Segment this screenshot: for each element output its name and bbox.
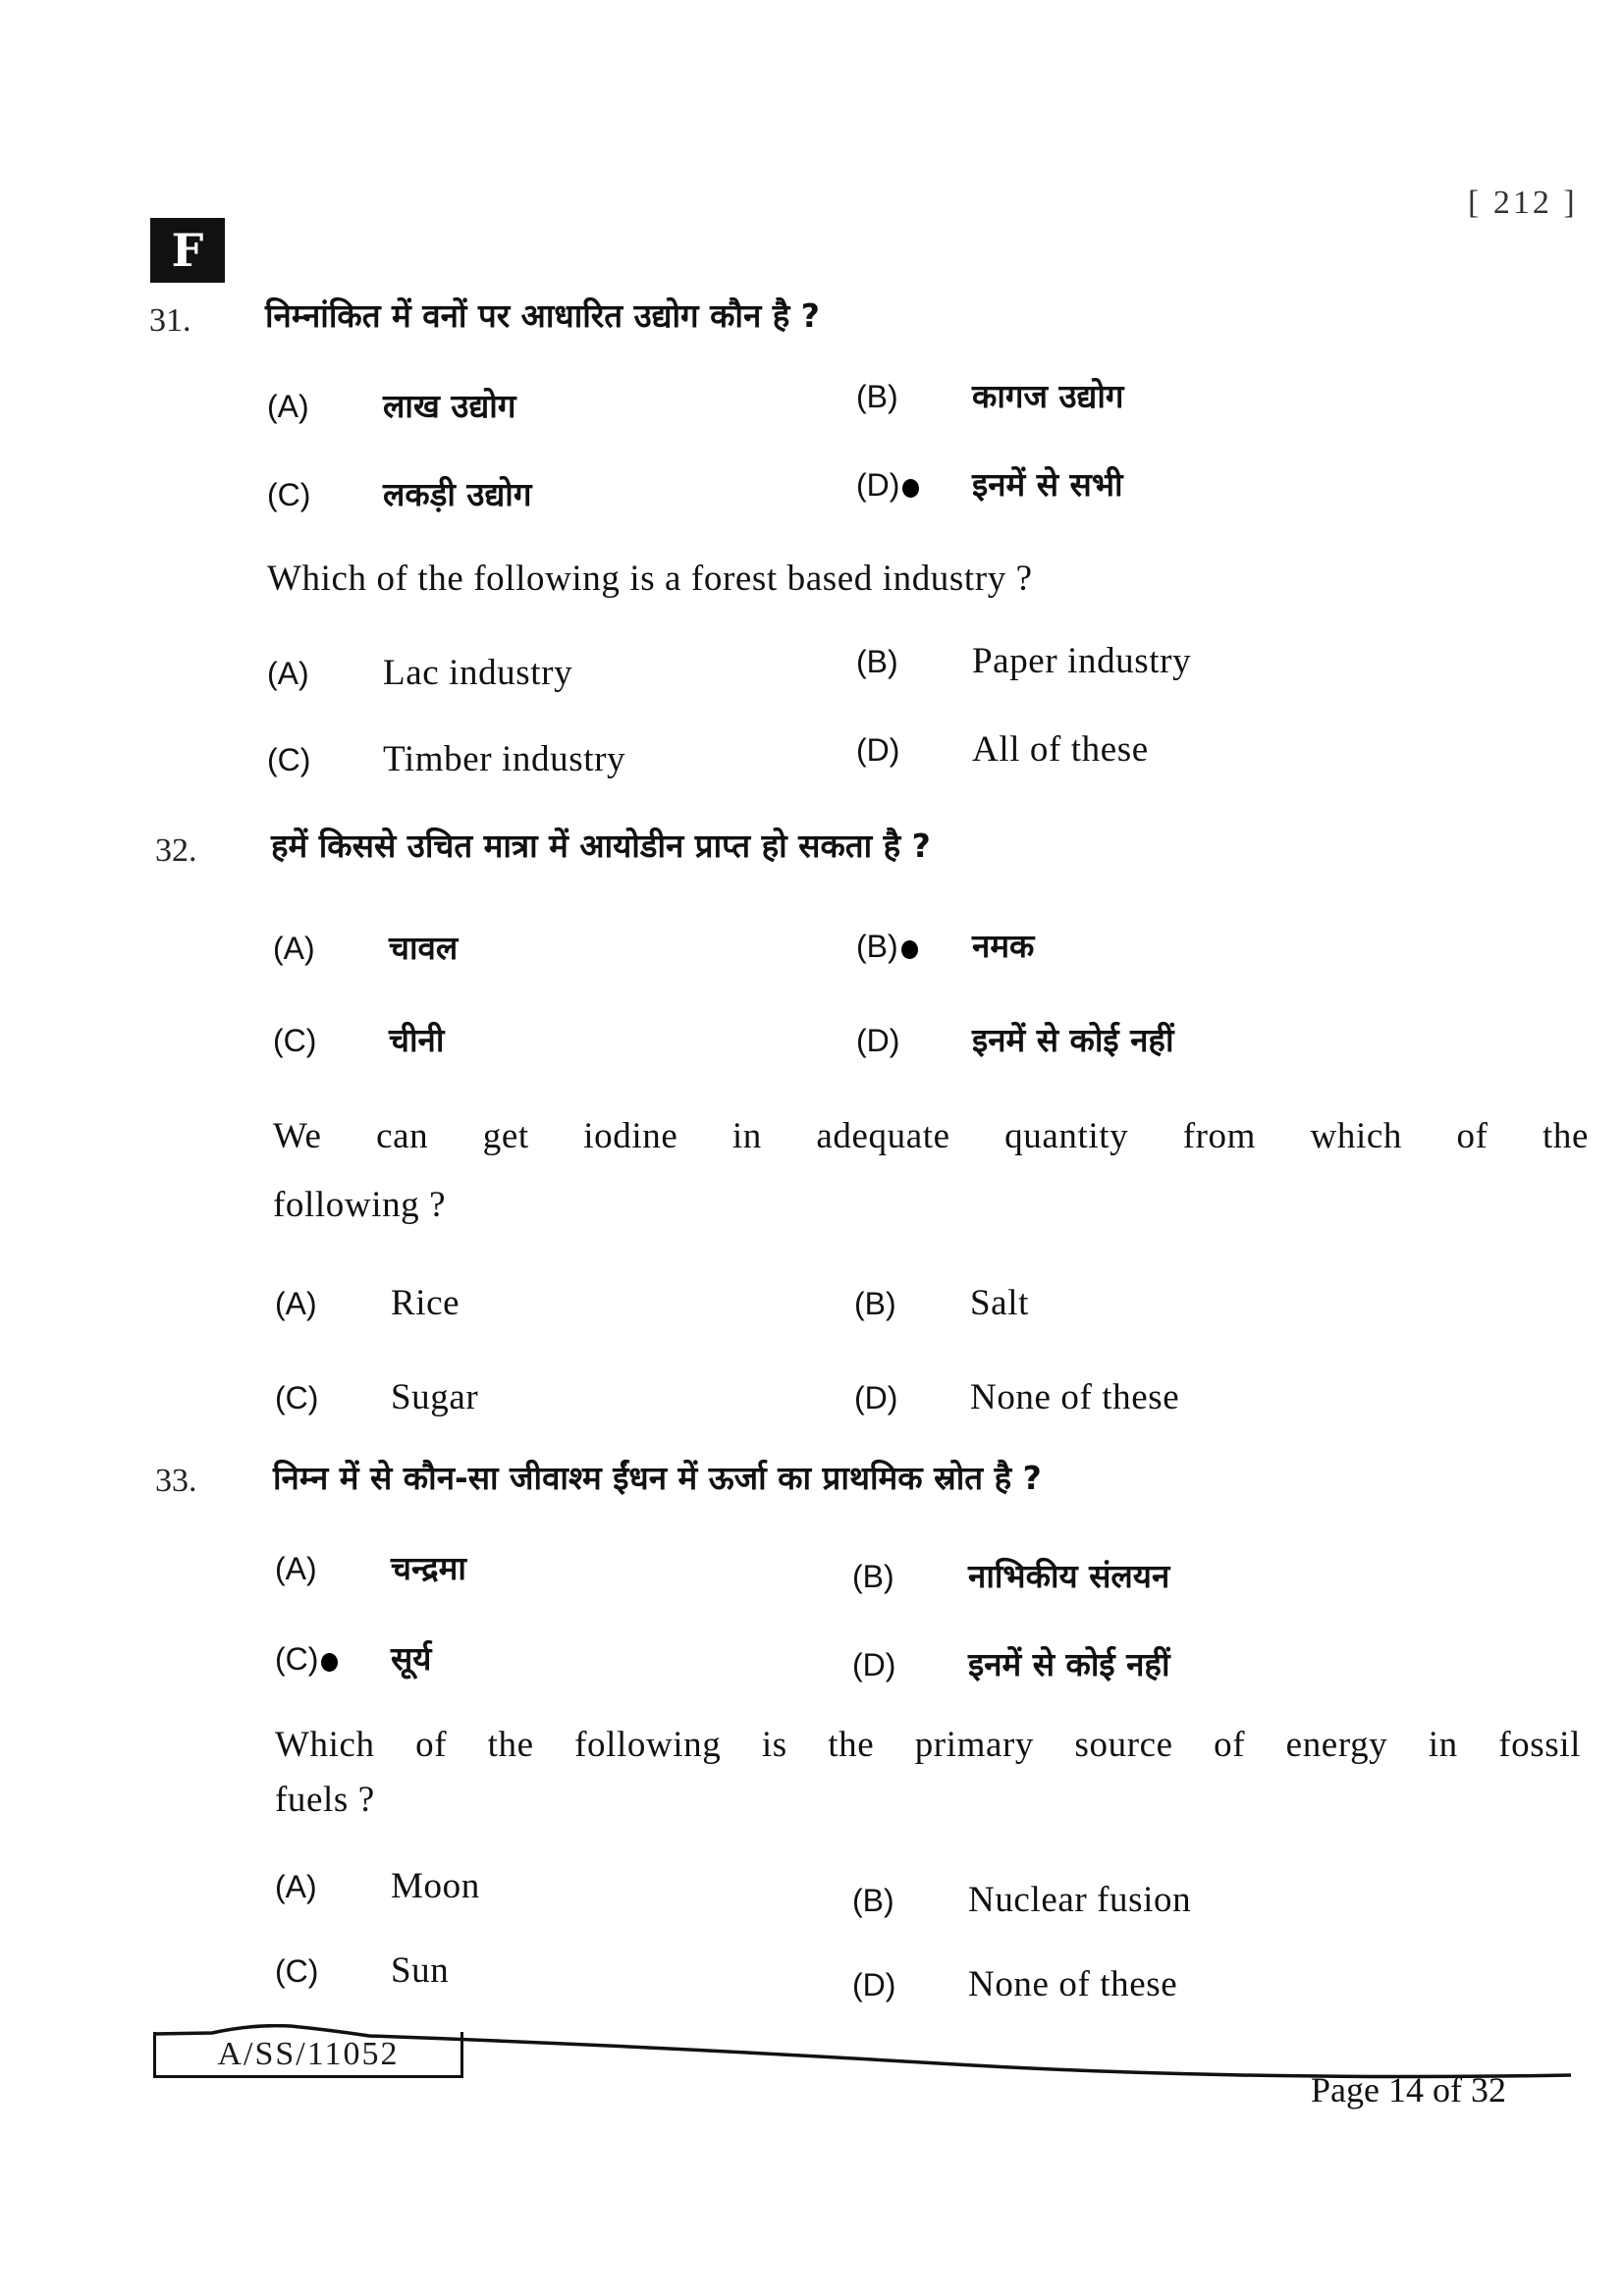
page-count: Page 14 of 32 xyxy=(1311,2070,1506,2109)
option-hindi xyxy=(273,1017,444,1061)
option-hindi xyxy=(275,1545,466,1589)
option-text: सूर्य xyxy=(391,1639,432,1678)
question-number: 33. xyxy=(155,1463,197,1499)
option-label: (B) xyxy=(854,1286,896,1321)
option-text: None of these xyxy=(968,1964,1178,2004)
option-label: (B) xyxy=(856,644,898,679)
question-number: 31. xyxy=(149,302,191,339)
option-label: (A) xyxy=(273,931,315,966)
option-label: (A) xyxy=(275,1286,317,1321)
option-text: Rice xyxy=(391,1283,460,1323)
set-badge: F xyxy=(150,218,225,283)
option-label: (A) xyxy=(267,656,309,691)
option-english xyxy=(267,652,572,694)
option-label: (B) xyxy=(852,1559,894,1594)
option-hindi xyxy=(856,923,1034,967)
option-text: नमक xyxy=(972,927,1035,965)
question-text-english: Which of the following is a forest based industry ? xyxy=(267,559,1033,599)
option-hindi xyxy=(856,461,1123,506)
question-text-hindi: हमें किससे उचित मात्रा में आयोडीन प्राप्त हो सकता है ? xyxy=(271,827,931,865)
option-text: चावल xyxy=(389,929,459,967)
option-hindi xyxy=(852,1553,1169,1597)
answer-mark-icon xyxy=(902,479,919,498)
option-text: इनमें से सभी xyxy=(972,465,1123,504)
answer-mark-icon xyxy=(901,940,918,959)
option-english xyxy=(854,1376,1179,1418)
option-hindi xyxy=(856,373,1123,417)
option-text: Salt xyxy=(970,1283,1029,1323)
option-text: Paper industry xyxy=(972,641,1192,681)
option-label: (C) xyxy=(275,1380,319,1415)
option-text: None of these xyxy=(970,1377,1180,1417)
option-text: लकड़ी उद्योग xyxy=(383,475,532,513)
option-text: Timber industry xyxy=(383,739,626,779)
option-label: (D) xyxy=(856,732,900,768)
paper-code: A/SS/11052 xyxy=(153,2032,463,2078)
option-label: (B) xyxy=(856,379,898,414)
option-label: (A) xyxy=(267,389,309,424)
option-label: (C) xyxy=(267,477,311,512)
question-text-hindi: निम्न में से कौन-सा जीवाश्म ईंधन में ऊर्जा का प्राथमिक स्रोत है ? xyxy=(273,1459,1042,1497)
option-label: (D) xyxy=(856,467,972,504)
question-text-hindi: निम्नांकित में वनों पर आधारित उद्योग कौन है ? xyxy=(265,296,820,335)
option-label: (C) xyxy=(267,742,311,777)
option-text: Nuclear fusion xyxy=(968,1880,1192,1920)
option-english xyxy=(852,1963,1177,2005)
option-english xyxy=(275,1865,480,1907)
question-text-english-continued: fuels ? xyxy=(275,1780,375,1820)
option-english xyxy=(852,1879,1191,1921)
option-english xyxy=(267,738,625,780)
option-english xyxy=(856,640,1191,682)
option-text: लाख उद्योग xyxy=(383,387,516,425)
option-text: नाभिकीय संलयन xyxy=(968,1557,1170,1595)
option-hindi xyxy=(275,1635,431,1680)
option-text: चीनी xyxy=(389,1021,445,1059)
option-label: (C) xyxy=(275,1641,391,1678)
option-text: चन्द्रमा xyxy=(391,1549,466,1587)
page-reference: [ 212 ] xyxy=(1468,185,1578,221)
option-text: Moon xyxy=(391,1866,480,1906)
option-text: कागज उद्योग xyxy=(972,377,1124,415)
option-english xyxy=(856,728,1149,771)
option-label: (D) xyxy=(856,1023,900,1058)
option-english xyxy=(854,1282,1029,1324)
option-hindi xyxy=(267,471,531,515)
option-english xyxy=(275,1376,478,1418)
option-label: (B) xyxy=(856,929,972,965)
option-hindi xyxy=(852,1641,1170,1685)
option-text: Sugar xyxy=(391,1377,479,1417)
option-text: All of these xyxy=(972,729,1149,770)
option-hindi xyxy=(273,925,458,969)
option-label: (D) xyxy=(852,1967,896,2002)
option-text: Sun xyxy=(391,1950,450,1991)
option-label: (D) xyxy=(852,1647,896,1682)
option-label: (A) xyxy=(275,1869,317,1904)
option-english xyxy=(275,1282,460,1324)
option-label: (D) xyxy=(854,1380,898,1415)
question-text-english: Which of the following is the primary source of energy in fossil xyxy=(275,1725,1581,1765)
option-text: इनमें से कोई नहीं xyxy=(968,1645,1170,1683)
question-text-english-continued: following ? xyxy=(273,1185,447,1225)
option-text: इनमें से कोई नहीं xyxy=(972,1021,1174,1059)
option-label: (C) xyxy=(273,1023,317,1058)
option-label: (C) xyxy=(275,1953,319,1989)
option-hindi xyxy=(856,1017,1174,1061)
answer-mark-icon xyxy=(321,1653,338,1672)
option-text: Lac industry xyxy=(383,653,573,693)
option-label: (B) xyxy=(852,1883,894,1918)
option-hindi xyxy=(267,383,515,427)
question-text-english: We can get iodine in adequate quantity from which of the xyxy=(273,1116,1589,1156)
option-english xyxy=(275,1949,449,1992)
question-number: 32. xyxy=(155,832,197,869)
option-label: (A) xyxy=(275,1551,317,1586)
